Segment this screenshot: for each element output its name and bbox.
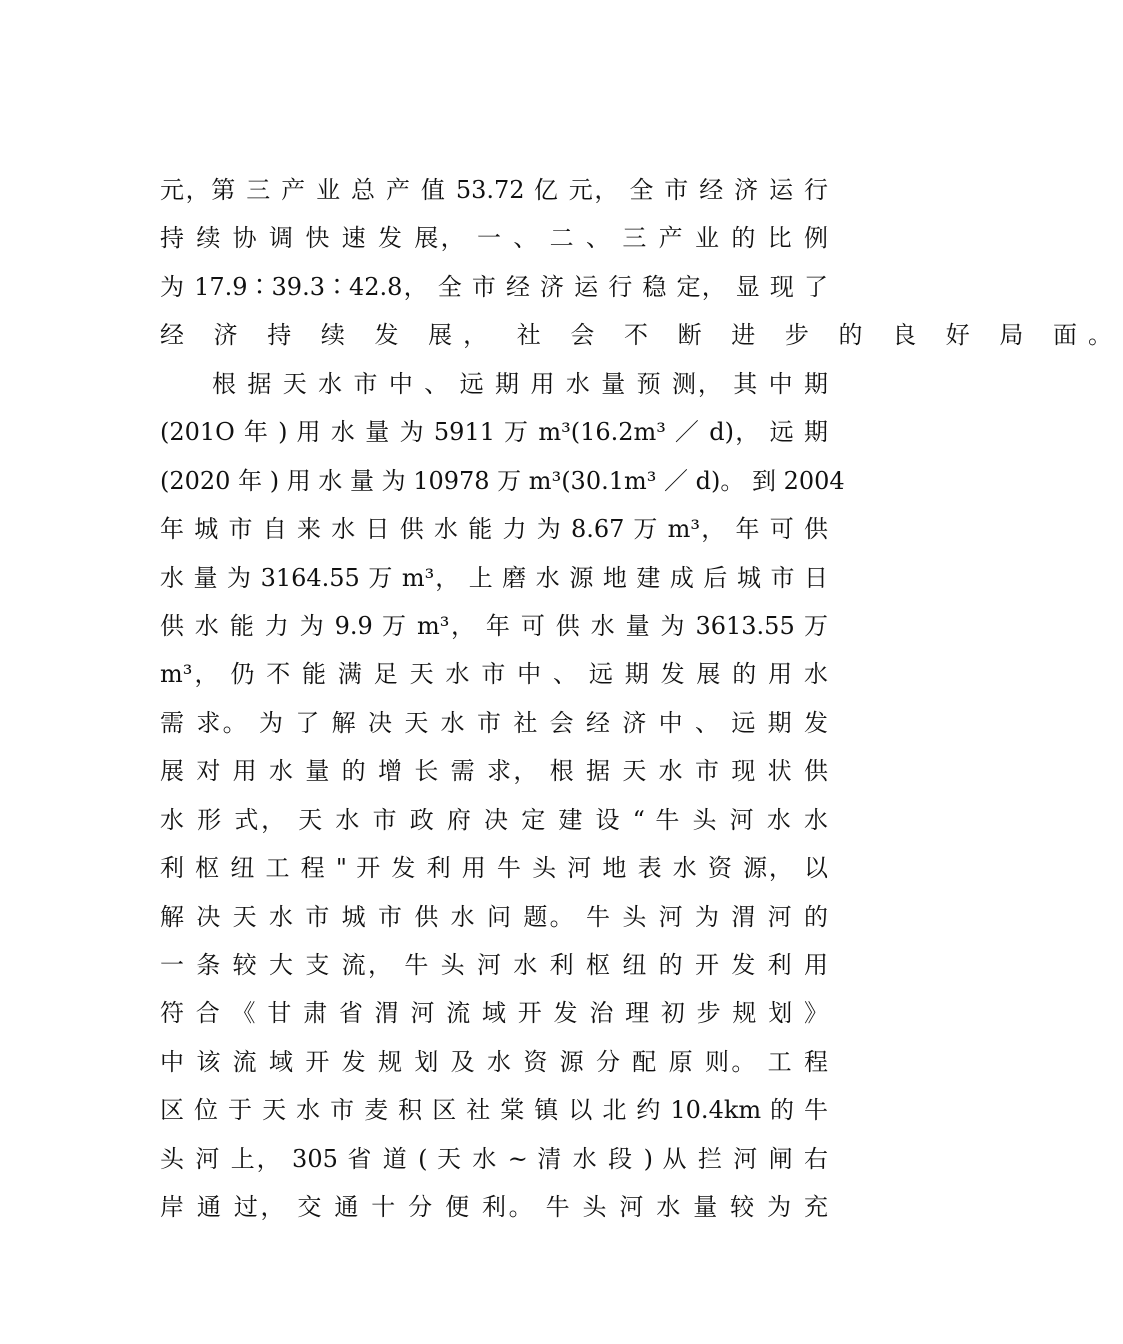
body-text bbox=[160, 166, 1123, 1232]
text-line: 利 枢 纽 工 程 " 开 发 利 用 牛 头 河 地 表 水 资 源， 以 bbox=[160, 854, 828, 883]
text-line: 经 济 持 续 发 展， 社 会 不 断 进 步 的 良 好 局 面。 bbox=[160, 321, 1123, 350]
text-line: 中 该 流 域 开 发 规 划 及 水 资 源 分 配 原 则。 工 程 bbox=[160, 1047, 828, 1076]
text-line: 根 据 天 水 市 中 、 远 期 用 水 量 预 测， 其 中 期 bbox=[212, 369, 828, 398]
text-line: 区 位 于 天 水 市 麦 积 区 社 棠 镇 以 北 约 10.4km 的 牛 bbox=[160, 1096, 828, 1125]
text-line: 水 量 为 3164.55 万 m³， 上 磨 水 源 地 建 成 后 城 市 日 bbox=[160, 563, 828, 592]
text-line: 一 条 较 大 支 流， 牛 头 河 水 利 枢 纽 的 开 发 利 用 bbox=[160, 951, 828, 979]
text-line: 水 形 式， 天 水 市 政 府 决 定 建 设 “ 牛 头 河 水 水 bbox=[160, 805, 828, 834]
text-line: 解 决 天 水 市 城 市 供 水 问 题。 牛 头 河 为 渭 河 的 bbox=[160, 902, 828, 931]
text-line: 岸 通 过， 交 通 十 分 便 利。 牛 头 河 水 量 较 为 充 bbox=[160, 1193, 828, 1222]
text-line: (2020 年 ) 用 水 量 为 10978 万 m³(30.1m³ ／ d)。 到 2004 bbox=[160, 466, 845, 495]
text-line: 展 对 用 水 量 的 增 长 需 求， 根 据 天 水 市 现 状 供 bbox=[160, 757, 828, 786]
text-line: 持 续 协 调 快 速 发 展， 一 、 二 、 三 产 业 的 比 例 bbox=[160, 224, 828, 253]
text-line: 为 17.9∶39.3∶42.8， 全 市 经 济 运 行 稳 定， 显 现 了 bbox=[160, 272, 828, 301]
text-line: 供 水 能 力 为 9.9 万 m³， 年 可 供 水 量 为 3613.55 万 bbox=[160, 611, 828, 640]
text-line: 元，第 三 产 业 总 产 值 53.72 亿 元， 全 市 经 济 运 行 bbox=[160, 176, 828, 204]
text-line: 年 城 市 自 来 水 日 供 水 能 力 为 8.67 万 m³， 年 可 供 bbox=[160, 515, 828, 544]
text-line: 符 合 《 甘 肃 省 渭 河 流 域 开 发 治 理 初 步 规 划 》 bbox=[160, 999, 828, 1028]
text-line: (201O 年 ) 用 水 量 为 5911 万 m³(16.2m³ ／ d)， 远 期 bbox=[160, 418, 828, 447]
text-line: 头 河 上， 305 省 道 ( 天 水 ~ 清 水 段 ) 从 拦 河 闸 右 bbox=[160, 1144, 828, 1173]
text-line: m³， 仍 不 能 满 足 天 水 市 中 、 远 期 发 展 的 用 水 bbox=[160, 660, 828, 689]
text-line: 需 求。 为 了 解 决 天 水 市 社 会 经 济 中 、 远 期 发 bbox=[160, 708, 828, 737]
